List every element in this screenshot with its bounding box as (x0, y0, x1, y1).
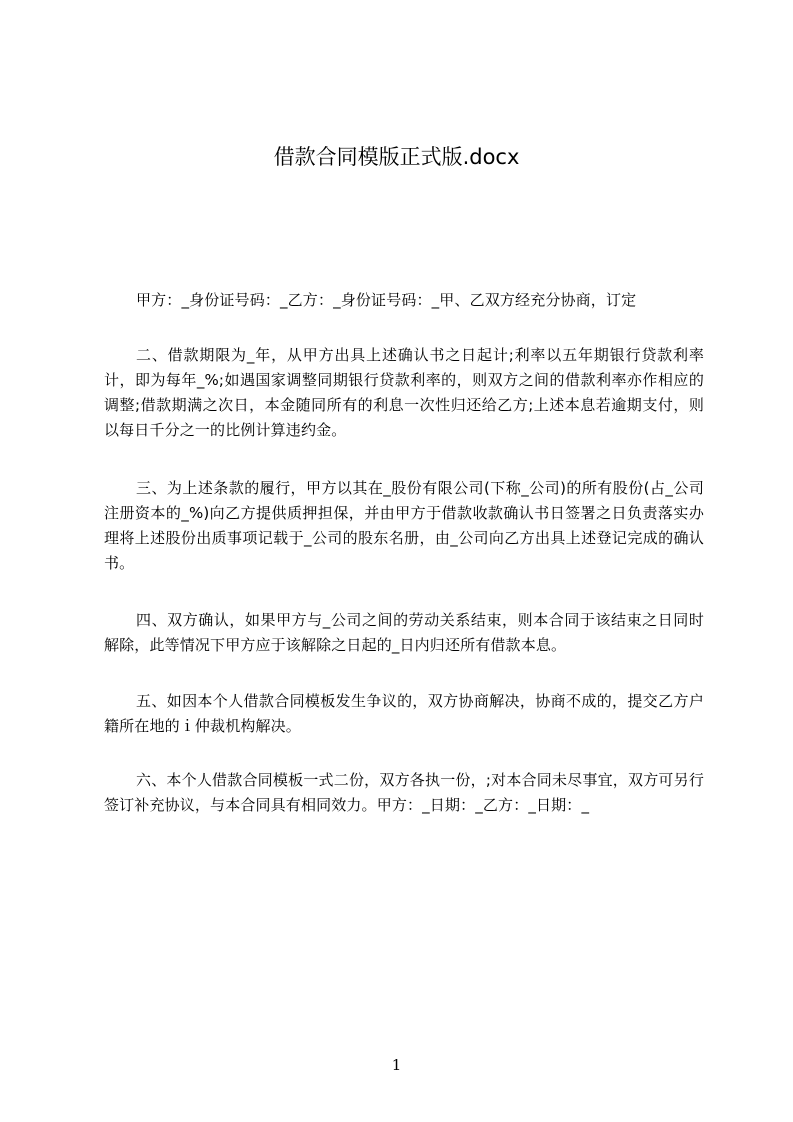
paragraph-termination: 四、双方确认，如果甲方与_公司之间的劳动关系结束，则本合同于该结束之日同时解除，此等情况下甲方应于该解除之日起的_日内归还所有借款本息。 (104, 611, 704, 654)
paragraph-pledge: 三、为上述条款的履行，甲方以其在_股份有限公司(下称_公司)的所有股份(占_公司注册资本的_%)向乙方提供质押担保，并由甲方于借款收款确认书日签署之日负责落实办理将上述股份出质事项记载于_公司的股东名册，由_公司向乙方出具上述登记完成的确认书。 (104, 479, 704, 572)
paragraph-loan-term: 二、借款期限为_年，从甲方出具上述确认书之日起计;利率以五年期银行贷款利率计，即为每年_%;如遇国家调整同期银行贷款利率的，则双方之间的借款利率亦作相应的调整;借款期满之次日，本金随同所有的利息一次性归还给乙方;上述本息若逾期支付，则以每日千分之一的比例计算违约金。 (104, 346, 704, 439)
document-title: 借款合同模版正式版.docx (273, 145, 520, 169)
page-number: 1 (391, 1056, 402, 1074)
paragraph-copies-signature: 六、本个人借款合同模板一式二份，双方各执一份，;对本合同未尽事宜，双方可另行签订补充协议，与本合同具有相同效力。甲方：_日期：_乙方：_日期：_ (104, 771, 704, 814)
paragraph-parties: 甲方：_身份证号码：_乙方：_身份证号码：_甲、乙双方经充分协商，订定 (136, 291, 637, 309)
paragraph-dispute: 五、如因本个人借款合同模板发生争议的，双方协商解决，协商不成的，提交乙方户籍所在地的ｉ仲裁机构解决。 (104, 692, 704, 735)
